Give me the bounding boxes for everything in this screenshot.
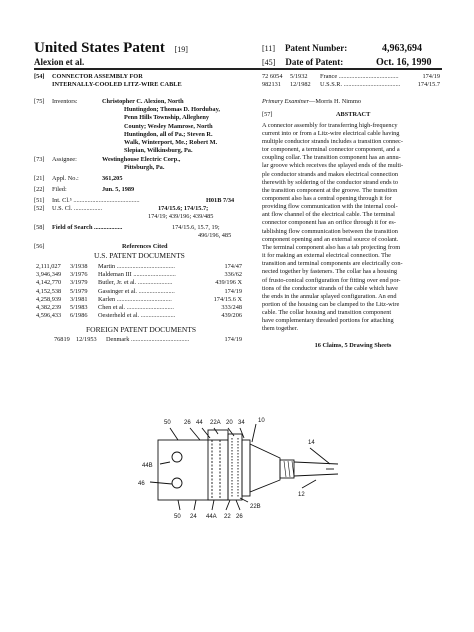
abstract-ref: [57] <box>262 110 273 118</box>
ref-name: Gassinger et al. ....................... <box>98 287 175 295</box>
fig-label-bottom: 22 <box>224 514 231 520</box>
ref-date: 3/1979 <box>70 279 88 287</box>
ref-date: 3/1938 <box>70 263 88 270</box>
ref-class: 174/15.7 <box>417 81 440 89</box>
assignee-ref: [73] <box>34 156 45 163</box>
inventor-line: County; Wesley Mamrose, North <box>124 122 213 130</box>
ref-class: 333/248 <box>221 303 242 311</box>
flange <box>228 434 242 500</box>
ref-date: 5/1932 <box>290 73 308 80</box>
patent-number-ref: [11] <box>262 44 276 53</box>
ref-name: Chen et al. .............................. <box>98 303 174 311</box>
filed-ref: [22] <box>34 186 45 193</box>
field-value: 174/15.6, 15.7, 19; <box>172 224 220 231</box>
ref-name: Martin ..................................... <box>98 263 175 270</box>
assignee-label: Assignee: <box>52 156 77 163</box>
ref-date: 12/1982 <box>290 81 311 89</box>
patent-number-line <box>262 43 422 54</box>
ref-number: 4,382,239 <box>36 303 62 311</box>
mounting-hole-icon <box>172 452 182 462</box>
assignee <box>102 156 180 172</box>
ref-class: 336/62 <box>224 271 242 279</box>
abstract-line: The terminal component also has a tab projecting from <box>262 243 401 251</box>
appl-number: 361,205 <box>102 175 123 182</box>
terminal-block <box>158 440 228 500</box>
cable-clamp <box>280 460 294 478</box>
uscl-label: U.S. Cl. .................. <box>52 205 103 212</box>
claims-summary: 16 Claims, 5 Drawing Sheets <box>314 341 392 349</box>
abstract-line: current into or from a Litz-wire electrical cable having <box>262 129 400 137</box>
invention-title-line2: INTERNALLY-COOLED LITZ-WIRE CABLE <box>52 81 182 89</box>
fig-label-top: 22A <box>210 420 221 426</box>
fig-label-bottom: 24 <box>190 514 197 520</box>
abstract-line: cable. The collar housing and transition component <box>262 309 392 317</box>
primary-examiner <box>262 98 444 106</box>
fig-label-top: 10 <box>258 418 265 424</box>
assignee-line: Pittsburgh, Pa. <box>124 164 165 172</box>
inventors-label: Inventors: <box>52 98 78 105</box>
ref-number: 4,152,538 <box>36 287 62 295</box>
connector-drawing <box>130 412 350 522</box>
ref-class: 174/47 <box>224 263 242 270</box>
intcl-label: Int. Cl.⁵ .......................................... <box>52 197 140 204</box>
fig-label-12: 12 <box>298 492 305 498</box>
table-row <box>262 81 444 89</box>
patent-number: 4,963,694 <box>382 43 422 54</box>
abstract-line: ple conductor strands and makes electrical connection <box>262 170 399 178</box>
ref-name: Karlen ................................... <box>98 295 172 303</box>
abstract-line: transition and terminal components are electrically con- <box>262 260 403 268</box>
ref-number: 76819 <box>54 336 70 343</box>
ref-number: 4,142,770 <box>36 279 62 287</box>
abstract-heading <box>262 111 444 121</box>
ref-class: 174/15.6 X <box>213 295 242 303</box>
abstract-body <box>262 122 444 334</box>
fig-label-top: 26 <box>184 420 191 426</box>
abstract-line: component opening and an external source of coolant. <box>262 235 399 243</box>
us-docs-title: U.S. PATENT DOCUMENTS <box>94 251 185 260</box>
inventors-list <box>102 98 220 155</box>
patent-date-label: Date of Patent: <box>285 57 344 67</box>
intcl-value: H01B 7/34 <box>206 197 235 204</box>
ref-date: 5/1983 <box>70 303 88 311</box>
ref-date: 3/1976 <box>70 271 88 279</box>
inventor-line: Huntingdon; Thomas D. Hordubay, <box>124 106 220 114</box>
uscl-value-cont: 174/19; 439/196; 439/485 <box>148 213 214 220</box>
ref-date: 6/1986 <box>70 312 88 320</box>
abstract-line: the transition component at the groove. The transition <box>262 186 398 194</box>
fig-label-bottom: 44A <box>206 514 217 520</box>
filed-label: Filed: <box>52 186 67 193</box>
abstract-line: A connector assembly for transferring high-frequency <box>262 121 398 129</box>
field-ref: [58] <box>34 224 45 231</box>
fig-label-bottom: 26 <box>236 514 243 520</box>
mounting-hole-icon <box>172 478 182 488</box>
fig-label-46: 46 <box>138 481 145 487</box>
ref-number: 2,111,027 <box>36 263 61 270</box>
title-ref: [54] <box>34 73 45 80</box>
fig-label-top: 50 <box>164 420 171 426</box>
ref-name: Denmark ..................................... <box>106 336 190 343</box>
references-ref: [56] <box>34 243 45 250</box>
ref-number: 4,258,939 <box>36 295 62 303</box>
fig-label-22b: 22B <box>250 504 261 510</box>
inventor-line: Christopher C. Alexion, North <box>102 98 184 105</box>
patent-header-title <box>34 40 188 57</box>
inventor-line: Walk, Winterport, Me.; Robert M. <box>124 139 218 147</box>
ref-class: 439/196 X <box>215 279 242 287</box>
abstract-title: ABSTRACT <box>336 110 371 118</box>
invention-title-line1: CONNECTOR ASSEMBLY FOR <box>52 73 143 80</box>
uscl-ref: [52] <box>34 205 45 212</box>
ref-date: 3/1981 <box>70 295 88 303</box>
inventor-short: Alexion et al. <box>34 57 85 67</box>
abstract-line: the ends in the annular splayed configuration. An end <box>262 292 397 300</box>
inventor-line: Slepian, Wilkinsburg, Pa. <box>124 147 193 155</box>
abstract-line: portion of the housing can be clamped to the Litz-wire <box>262 301 400 309</box>
ref-number: 982131 <box>262 81 281 89</box>
fig-label-top: 44 <box>196 420 203 426</box>
transition-component <box>208 430 228 500</box>
table-row <box>262 73 444 81</box>
ref-name: Butler, Jr. et al. ...................... <box>98 279 173 287</box>
ref-number: 3,946,349 <box>36 271 62 279</box>
ref-date: 12/1953 <box>76 336 97 343</box>
inventors-ref: [75] <box>34 98 45 105</box>
header-title-ref: [19] <box>174 45 188 54</box>
patent-date-line <box>262 57 432 68</box>
invention-title <box>52 73 182 89</box>
abstract-line: coupling collar. The transition component has an annu- <box>262 154 401 162</box>
ref-number: 4,596,433 <box>36 312 62 320</box>
collar-housing <box>250 444 280 492</box>
ref-date: 5/1979 <box>70 287 88 295</box>
abstract-line: providing flow communication with the internal cool- <box>262 203 398 211</box>
abstract-line: lar groove which receives the splayed ends of the multi- <box>262 162 404 170</box>
abstract-line: it for making an external electrical connection. The <box>262 252 391 260</box>
abstract-line: component also has a central opening through it for <box>262 194 392 202</box>
ref-name: Haldeman III ........................... <box>98 271 176 279</box>
fig-label-bottom: 50 <box>174 514 181 520</box>
abstract-line: them together. <box>262 325 299 333</box>
abstract-line: have complementary threaded portions for attaching <box>262 317 394 325</box>
abstract-line: multiple conductor strands includes a transition connec- <box>262 137 403 145</box>
patent-date-ref: [45] <box>262 58 276 67</box>
filed-date: Jun. 5, 1989 <box>102 186 135 193</box>
examiner-name: —Morris H. Nimmo <box>309 98 361 106</box>
abstract-line: ant flow channel of the electrical cable. The terminal <box>262 211 395 219</box>
appl-label: Appl. No.: <box>52 175 79 182</box>
fig-label-top: 34 <box>238 420 245 426</box>
biblio-right-column <box>262 73 444 350</box>
intcl-ref: [51] <box>34 197 45 204</box>
patent-number-label: Patent Number: <box>285 43 348 53</box>
references-title: References Cited <box>122 243 168 250</box>
abstract-line: tablishing flow communication between the transition <box>262 227 398 235</box>
abstract-line: tor component, a terminal connector component, and a <box>262 146 400 154</box>
examiner-label: Primary Examiner <box>262 98 310 106</box>
appl-ref: [21] <box>34 175 45 182</box>
field-label: Field of Search .................. <box>52 224 123 231</box>
uscl-value: 174/15.6; 174/15.7; <box>158 205 209 212</box>
header-divider <box>34 68 442 70</box>
abstract-line: tions of the conductor strands of the cable which have <box>262 284 398 292</box>
abstract-line: therewith by soldering of the conductor strand ends to <box>262 178 399 186</box>
ref-number: 72 6054 <box>262 73 283 80</box>
abstract-line: nected together by fasteners. The collar has a housing <box>262 268 398 276</box>
field-value-cont: 496/196, 485 <box>198 232 232 239</box>
assignee-line: Westinghouse Electric Corp., <box>102 156 181 163</box>
header-title-text: United States Patent <box>34 40 165 56</box>
fig-label-14: 14 <box>308 440 315 446</box>
ref-name: Oesterheld et al. ...................... <box>98 312 176 320</box>
abstract-line: of frusto-conical configuration for fitting over end por- <box>262 276 401 284</box>
ref-class: 174/19 <box>224 287 242 295</box>
fig-label-top: 20 <box>226 420 233 426</box>
collar-ring <box>242 440 250 496</box>
ref-name: U.S.S.R. .................................... <box>320 81 401 89</box>
inventor-line: Penn Hills Township, Allegheny <box>124 114 210 122</box>
fig-label-44b: 44B <box>142 463 153 469</box>
ref-name: France ...................................... <box>320 73 399 80</box>
patent-date: Oct. 16, 1990 <box>376 57 432 68</box>
ref-class: 439/206 <box>221 312 242 320</box>
foreign-docs-title: FOREIGN PATENT DOCUMENTS <box>86 325 197 334</box>
ref-class: 174/19 <box>224 336 242 343</box>
inventor-line: Huntingdon, all of Pa.; Steven R. <box>124 130 213 138</box>
ref-class: 174/19 <box>422 73 440 80</box>
abstract-line: connector component has an orifice through it for es- <box>262 219 396 227</box>
